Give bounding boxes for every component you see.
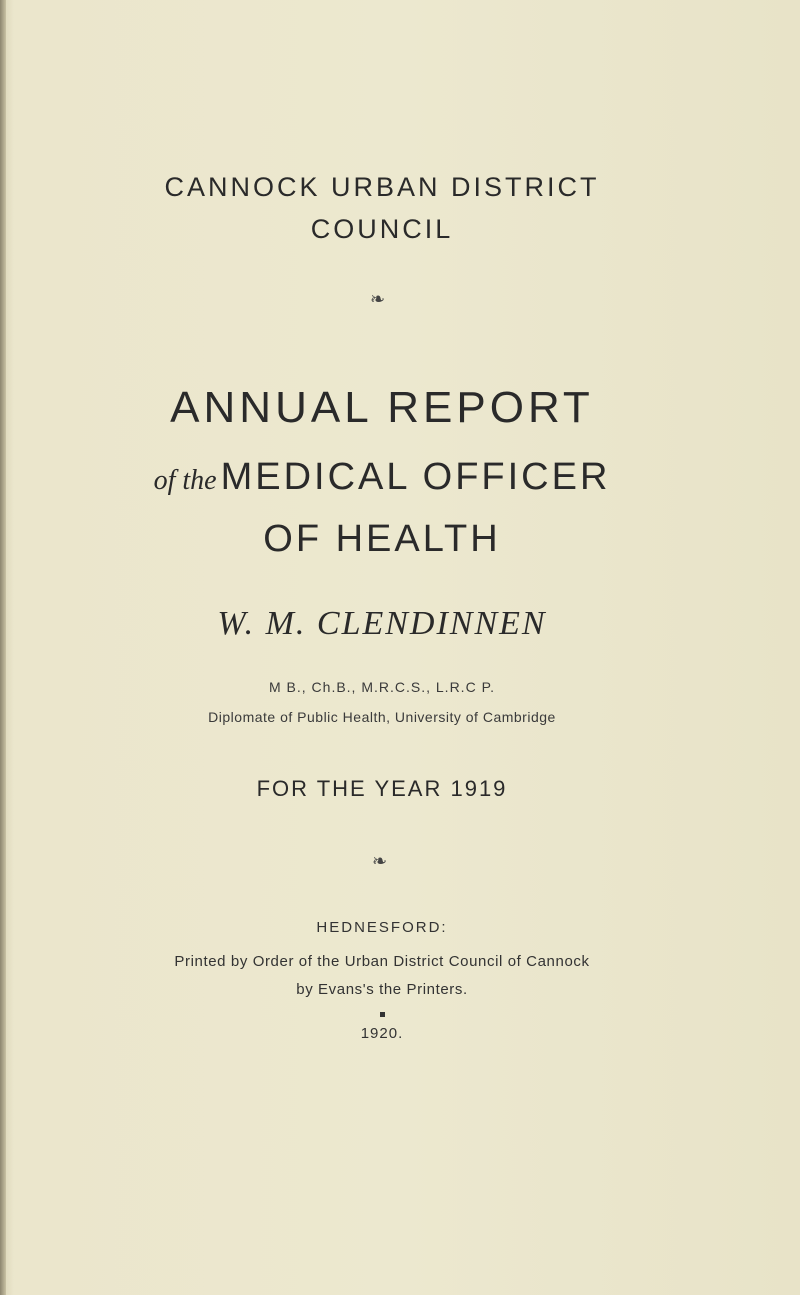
medical-officer-text: MEDICAL OFFICER (220, 456, 611, 498)
ivy-leaf-icon: ❧ (372, 851, 388, 871)
of-the-text: of the (153, 465, 217, 496)
imprint-place: HEDNESFORD: (316, 919, 448, 936)
report-title: ANNUAL REPORT (170, 383, 594, 432)
author-diploma: Diplomate of Public Health, University of Cambridge (208, 709, 556, 725)
author-degrees: M B., Ch.B., M.R.C.S., L.R.C P. (268, 679, 495, 695)
imprint-printed-line-2: by Evans's the Printers. (296, 981, 468, 998)
ivy-leaf-icon: ❧ (370, 289, 386, 309)
imprint-date: 1920. (360, 1025, 404, 1042)
imprint-printed-line-1: Printed by Order of the Urban District Council of Cannock (174, 953, 590, 970)
report-year: FOR THE YEAR 1919 (256, 776, 508, 801)
report-subtitle-health: OF HEALTH (263, 518, 501, 560)
bullet-ornament (380, 1012, 385, 1017)
council-name-line-2: COUNCIL (310, 214, 454, 244)
council-name-line-1: CANNOCK URBAN DISTRICT (164, 172, 600, 202)
author-name: W. M. CLENDINNEN (217, 605, 547, 642)
report-subtitle-medical (0, 456, 782, 499)
